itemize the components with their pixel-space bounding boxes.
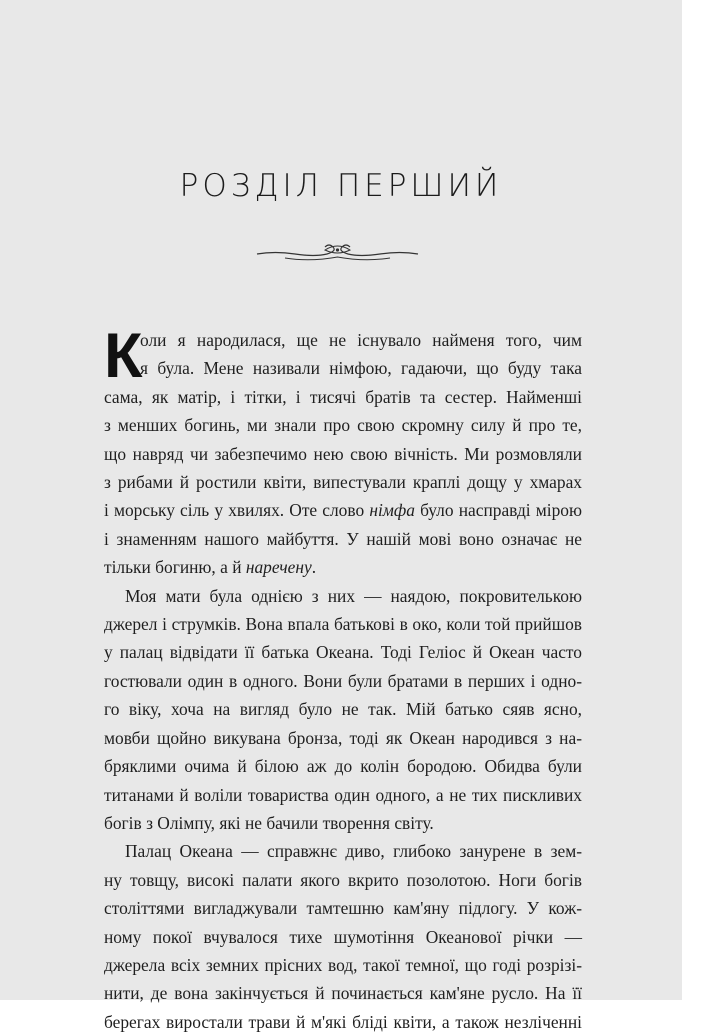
paragraph-1 — [104, 321, 582, 582]
italic-word: німфа — [369, 500, 415, 521]
text-line: мовби щойно викувана бронза, тоді як Океан народився з на- — [104, 727, 582, 748]
text-line: з менших богинь, ми знали про свою скромну силу й про те, — [104, 415, 582, 436]
text-line: з рибами й ростили квіти, випестували краплі дощу у хмарах — [104, 472, 582, 493]
paragraph-3 — [104, 837, 582, 1036]
text-line: тільки богиню, а й наречену. — [104, 557, 317, 578]
text-line: го віку, хоча на вигляд було не так. Мій батько сяяв ясно, — [104, 699, 582, 720]
chapter-body — [104, 321, 582, 1036]
text-line: і знаменням нашого майбуття. У нашій мові воно означає не — [104, 528, 582, 549]
paragraph-2 — [104, 582, 582, 838]
text-line: джерела всіх земних прісних вод, такої темної, що годі розрізі- — [104, 954, 582, 975]
text-line: Моя мати була однією з них — наядою, покровителькою — [125, 585, 582, 606]
text-line: гостювали один в одного. Вони були братами в перших і одно- — [104, 670, 582, 691]
flourish-divider-icon — [255, 240, 420, 266]
text-line: титанами й воліли товариства один одного, а не тих пискливих — [104, 784, 582, 805]
italic-word: наречену — [245, 557, 312, 578]
text-line: я була. Мене називали німфою, гадаючи, що буду така — [140, 358, 582, 379]
text-line: ному покої вчувалося тихе шумотіння Океанової річки — — [104, 926, 582, 947]
text-line: Палац Океана — справжнє диво, глибоко занурене в зем- — [125, 841, 582, 862]
chapter-title: РОЗДІЛ ПЕРШИЙ — [179, 168, 503, 204]
text-line: століттями вигладжували тамтешню кам'яну підлогу. У кож- — [104, 898, 582, 919]
text-line: оли я народилася, ще не існувало найменя того, чим — [140, 330, 582, 350]
text-line: джерел і струмків. Вона впала батькові в око, коли той прийшов — [104, 614, 582, 635]
drop-cap: К — [104, 321, 143, 391]
text-line: ну товщу, високі палати якого вкрито позолотою. Ноги богів — [104, 869, 582, 890]
text-line: у палац відвідати її батька Океана. Тоді Геліос й Океан часто — [104, 642, 582, 663]
text-line: бряклими очима й білою аж до колін бородою. Обидва були — [104, 756, 582, 777]
text-line: сама, як матір, і тітки, і тисячі братів та сестер. Найменші — [104, 386, 582, 407]
text-line: берегах виростали трави й м'які бліді квіти, а також незліченні — [104, 1011, 582, 1032]
text-line: нити, де вона закінчується й починається кам'яне русло. На її — [104, 983, 582, 1004]
text-line: і морську сіль у хвилях. Оте слово німфа було насправді мірою — [104, 500, 582, 521]
text-line: що навряд чи забезпечимо нею свою вічність. Ми розмовляли — [104, 443, 582, 464]
text-line: богів з Олімпу, які не бачили творення світу. — [104, 812, 434, 833]
